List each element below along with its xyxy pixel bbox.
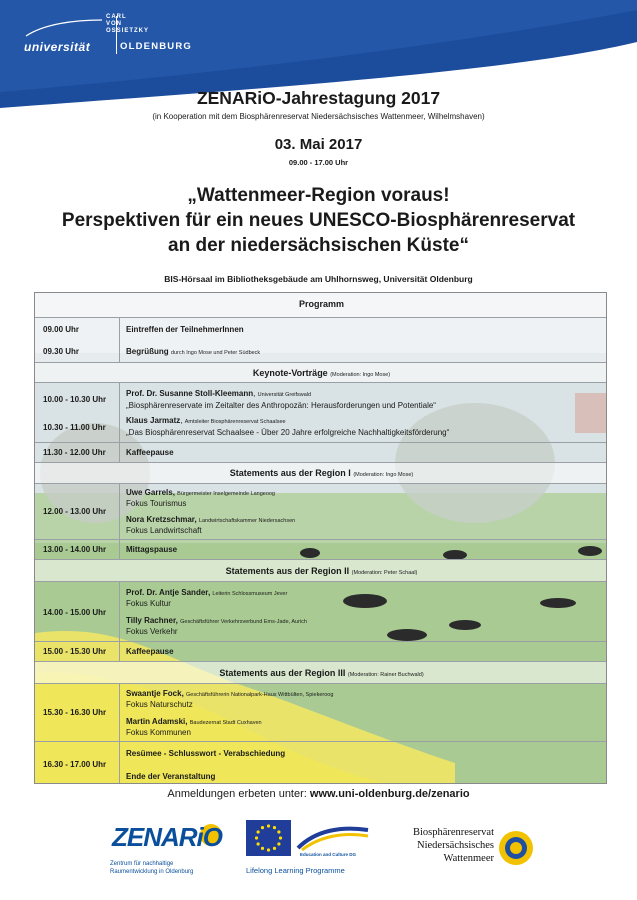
zenario-wordmark: ZENARiO xyxy=(112,822,222,852)
column-divider xyxy=(119,318,120,363)
section-heading: Statements aus der Region III (Moderation: Rainer Buchwald) xyxy=(219,668,424,678)
motto-line: „Wattenmeer-Region voraus! xyxy=(187,185,450,206)
speaker-focus: Fokus Landwirtschaft xyxy=(126,526,202,535)
section-heading: Keynote-Vorträge (Moderation: Ingo Mose) xyxy=(252,368,391,378)
event-date: 03. Mai 2017 xyxy=(274,136,363,153)
logo-arc-icon xyxy=(24,18,104,38)
row-text: Eintreffen der TeilnehmerInnen xyxy=(126,325,244,334)
row-time: 16.30 - 17.00 Uhr xyxy=(43,760,107,769)
table-row xyxy=(35,641,607,661)
registration-lead: Anmeldungen erbeten unter: xyxy=(167,788,310,800)
section-heading: Statements aus der Region I (Moderation: Ingo Mose) xyxy=(229,468,414,478)
speaker: Swaantje Fock, Geschäftsführerin Nationalpark-Haus Wittbülten, Spiekeroog xyxy=(126,689,334,698)
row-time: 10.30 - 11.00 Uhr xyxy=(43,423,106,432)
section-heading-row xyxy=(35,661,607,683)
table-row xyxy=(35,382,607,442)
column-divider xyxy=(119,742,120,784)
program-heading-row xyxy=(35,293,607,317)
eu-caption: Education and Culture DG xyxy=(300,852,357,857)
table-row xyxy=(35,483,607,539)
column-divider xyxy=(119,540,120,560)
motto-line: Perspektiven für ein neues UNESCO-Biosphärenreservat xyxy=(61,210,576,231)
program-table xyxy=(34,292,607,784)
event-motto xyxy=(0,183,637,258)
table-row xyxy=(35,442,607,462)
table-row xyxy=(35,539,607,559)
event-title: ZENARiO-Jahrestagung 2017 xyxy=(196,88,441,108)
speaker-focus: Fokus Kultur xyxy=(126,599,171,608)
logo-city: OLDENBURG xyxy=(120,41,193,52)
biosphere-logo-text[interactable]: Biosphärenreservat Niedersächsisches Wattenmeer xyxy=(412,827,494,864)
row-text: Begrüßung durch Ingo Mose und Peter Südbeck xyxy=(126,347,261,356)
row-text: Kaffeepause xyxy=(126,647,174,656)
section-heading-row xyxy=(35,362,607,382)
speaker: Uwe Garrels, Bürgermeister Inselgemeinde Langeoog xyxy=(126,488,275,497)
row-time: 10.00 - 10.30 Uhr xyxy=(43,395,107,404)
row-time: 09.00 Uhr xyxy=(43,325,80,334)
talk-title: „Das Biosphärenreservat Schaalsee - Über 20 Jahre erfolgreiche Nachhaltigkeitsförderung“ xyxy=(126,428,450,437)
speaker: Prof. Dr. Susanne Stoll-Kleemann, Universität Greifswald xyxy=(126,389,312,398)
program-heading: Programm xyxy=(298,299,344,309)
row-time: 14.00 - 15.00 Uhr xyxy=(43,608,107,617)
logo-universitaet: universität xyxy=(24,40,91,54)
eu-programme-name: Lifelong Learning Programme xyxy=(246,866,345,875)
speaker-focus: Fokus Naturschutz xyxy=(126,700,193,709)
row-text: Ende der Veranstaltung xyxy=(126,772,216,781)
logo-small-text: CARL VON OSSIETZKY xyxy=(106,14,150,34)
row-text: Kaffeepause xyxy=(126,448,174,457)
section-heading-row xyxy=(35,559,607,581)
column-divider xyxy=(119,642,120,662)
motto-line: an der niedersächsischen Küste“ xyxy=(168,235,469,256)
speaker: Tilly Rachner, Geschäftsführer Verkehrsverbund Ems-Jade, Aurich xyxy=(126,616,307,625)
speaker: Prof. Dr. Antje Sander, Leiterin Schlossmuseum Jever xyxy=(126,588,288,597)
row-time: 15.00 - 15.30 Uhr xyxy=(43,647,107,656)
table-row xyxy=(35,581,607,641)
row-time: 09.30 Uhr xyxy=(43,347,80,356)
row-text: Mittagspause xyxy=(126,545,178,554)
zenario-subtitle: Zentrum für nachhaltige Raumentwicklung in Oldenburg xyxy=(110,861,194,875)
event-subtitle: (in Kooperation mit dem Biosphärenreservat Niedersächsisches Wattenmeer, Wilhelmshaven) xyxy=(152,112,485,121)
event-time: 09.00 - 17.00 Uhr xyxy=(288,158,349,167)
section-heading: Statements aus der Region II (Moderation: Peter Schaal) xyxy=(225,566,418,576)
row-text: Resümee - Schlusswort - Verabschiedung xyxy=(126,749,286,758)
eu-llp-logo[interactable] xyxy=(244,818,374,880)
event-venue: BIS-Hörsaal im Bibliotheksgebäude am Uhlhornsweg, Universität Oldenburg xyxy=(164,274,473,284)
registration-line xyxy=(0,788,637,800)
row-time: 13.00 - 14.00 Uhr xyxy=(43,545,107,554)
speaker-focus: Fokus Kommunen xyxy=(126,728,191,737)
table-row xyxy=(35,741,607,784)
table-row xyxy=(35,317,607,362)
column-divider xyxy=(119,684,120,742)
table-row xyxy=(35,683,607,741)
speaker: Nora Kretzschmar, Landwirtschaftskammer Niedersachsen xyxy=(126,515,296,524)
speaker-focus: Fokus Tourismus xyxy=(126,499,187,508)
column-divider xyxy=(119,582,120,642)
speaker: Klaus Jarmatz, Amtsleiter Biosphärenreservat Schaalsee xyxy=(126,416,286,425)
row-time: 15.30 - 16.30 Uhr xyxy=(43,708,107,717)
swoosh-icon xyxy=(296,822,370,852)
eu-flag-icon xyxy=(246,820,291,856)
section-heading-row xyxy=(35,462,607,483)
column-divider xyxy=(119,443,120,463)
biosphere-emblem-icon xyxy=(498,830,534,866)
university-logo[interactable] xyxy=(24,14,193,58)
speaker: Martin Adamski, Baudezernat Stadt Cuxhaven xyxy=(126,717,262,726)
speaker-focus: Fokus Verkehr xyxy=(126,627,178,636)
row-time: 12.00 - 13.00 Uhr xyxy=(43,507,107,516)
column-divider xyxy=(119,383,120,443)
column-divider xyxy=(119,484,120,540)
talk-title: „Biosphärenreservate im Zeitalter des Anthropozän: Herausforderungen und Potentiale“ xyxy=(126,401,436,410)
row-time: 11.30 - 12.00 Uhr xyxy=(43,448,106,457)
zenario-logo[interactable] xyxy=(108,818,228,880)
registration-link[interactable]: www.uni-oldenburg.de/zenario xyxy=(309,788,470,800)
